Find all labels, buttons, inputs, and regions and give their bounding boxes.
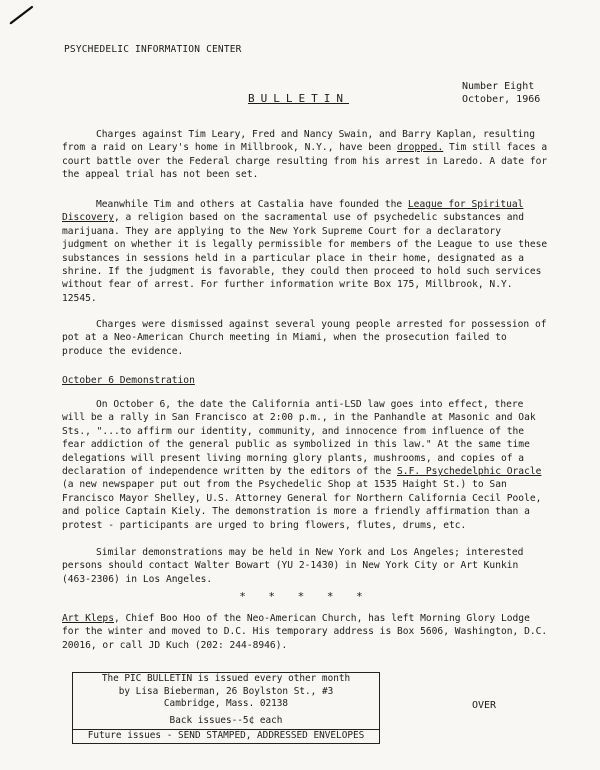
p3-text: Charges were dismissed against several young people arrested for possession of pot at a Neo-American Church meeting in Miami, when the prosecution failed to produce the evidence. <box>62 319 547 357</box>
p1-text-b: Tim still faces a court battle over the Federal charge resulting from his arrest in Laredo. A date for the appeal trial has not been set. <box>62 142 548 181</box>
issue-info <box>462 80 540 106</box>
p2-text-a: Meanwhile Tim and others at Castalia have founded the <box>96 199 408 210</box>
section-heading-demonstration <box>62 374 548 387</box>
box-line-back-issues: Back issues--5¢ each <box>169 714 283 726</box>
p2-text-b: , a religion based on the sacramental use of psychedelic substances and marijuana. They are applying to the New York Supreme Court for a declaratory judgment on whether it is legally permissible for members of the League to use these substances in sessions held in a particular place in their home, designated as a shrine. If the judgment is favorable, they could then proceed to hold such services without fear of arrest. For further information write Box 175, Millbrook, N.Y. 12545. <box>62 212 548 304</box>
publication-info-box <box>72 672 380 744</box>
pen-stroke-mark <box>8 4 38 26</box>
issue-date: October, 1966 <box>462 94 541 105</box>
over-label: OVER <box>472 700 497 711</box>
bulletin-title: BULLETIN <box>248 92 349 105</box>
paragraph-leary-charges <box>62 128 548 182</box>
issue-number: Number Eight <box>462 81 535 92</box>
p6-text: , Chief Boo Hoo of the Neo-American Church, has left Morning Glory Lodge for the winter and moved to D.C. His temporary address is Box 5606, Washington, D.C. 20016, or call JD Kuch (202: 244-8946). <box>62 613 548 651</box>
p4-text-a: On October 6, the date the California anti-LSD law goes into effect, there will be a rally in San Francisco at 2:00 p.m., in the Panhandle at Masonic and Oak Sts., "...to affirm our identity, community, and innocence from influence of the fear addiction of the general public as symbolized in this law." At the same time delegations will present living morning glory plants, mushrooms, and copies of a declaration of independence written by the editors of the <box>62 399 536 478</box>
paragraph-league <box>62 198 548 305</box>
box-line-future-issues: Future issues - SEND STAMPED, ADDRESSED ENVELOPES <box>73 729 379 743</box>
p4-text-b: (a new newspaper put out from the Psychedelic Shop at 1535 Haight St.) to San Francisco Mayor Shelley, U.S. Attorney General for Northern California Cecil Poole, and police Captain Kiely. The demonstration is more a friendly affirmation than a protest - participants are urged to bring flowers, flutes, drums, etc. <box>62 479 542 531</box>
separator-stars: * * * * * <box>239 590 371 603</box>
box-line-issued: The PIC BULLETIN is issued every other month <box>101 673 351 684</box>
box-line-city: Cambridge, Mass. 02138 <box>163 698 289 710</box>
paragraph-demonstration <box>62 398 548 532</box>
box-line-editor: by Lisa Bieberman, 26 Boylston St., #3 <box>118 685 334 697</box>
paragraph-kleps <box>62 612 548 652</box>
p1-text-a: Charges against Tim Leary, Fred and Nancy Swain, and Barry Kaplan, resulting from a raid on Leary's home in Millbrook, N.Y., have been <box>62 129 535 154</box>
p5-text: Similar demonstrations may be held in New York and Los Angeles; interested persons should contact Walter Bowart (YU 2-1430) in New York City or Art Kunkin (463-2306) in Los Angeles. <box>62 547 524 585</box>
dropped-emphasis: dropped. <box>397 142 444 154</box>
kleps-name: Art Kleps <box>62 613 114 624</box>
organization-name: PSYCHEDELIC INFORMATION CENTER <box>64 44 242 55</box>
paragraph-miami <box>62 318 548 358</box>
paragraph-similar-demonstrations <box>62 546 548 586</box>
league-name: League for Spiritual Discovery <box>62 199 524 224</box>
heading-text: October 6 Demonstration <box>62 375 195 386</box>
oracle-name: S.F. Psychedelphic Oracle <box>397 466 542 478</box>
